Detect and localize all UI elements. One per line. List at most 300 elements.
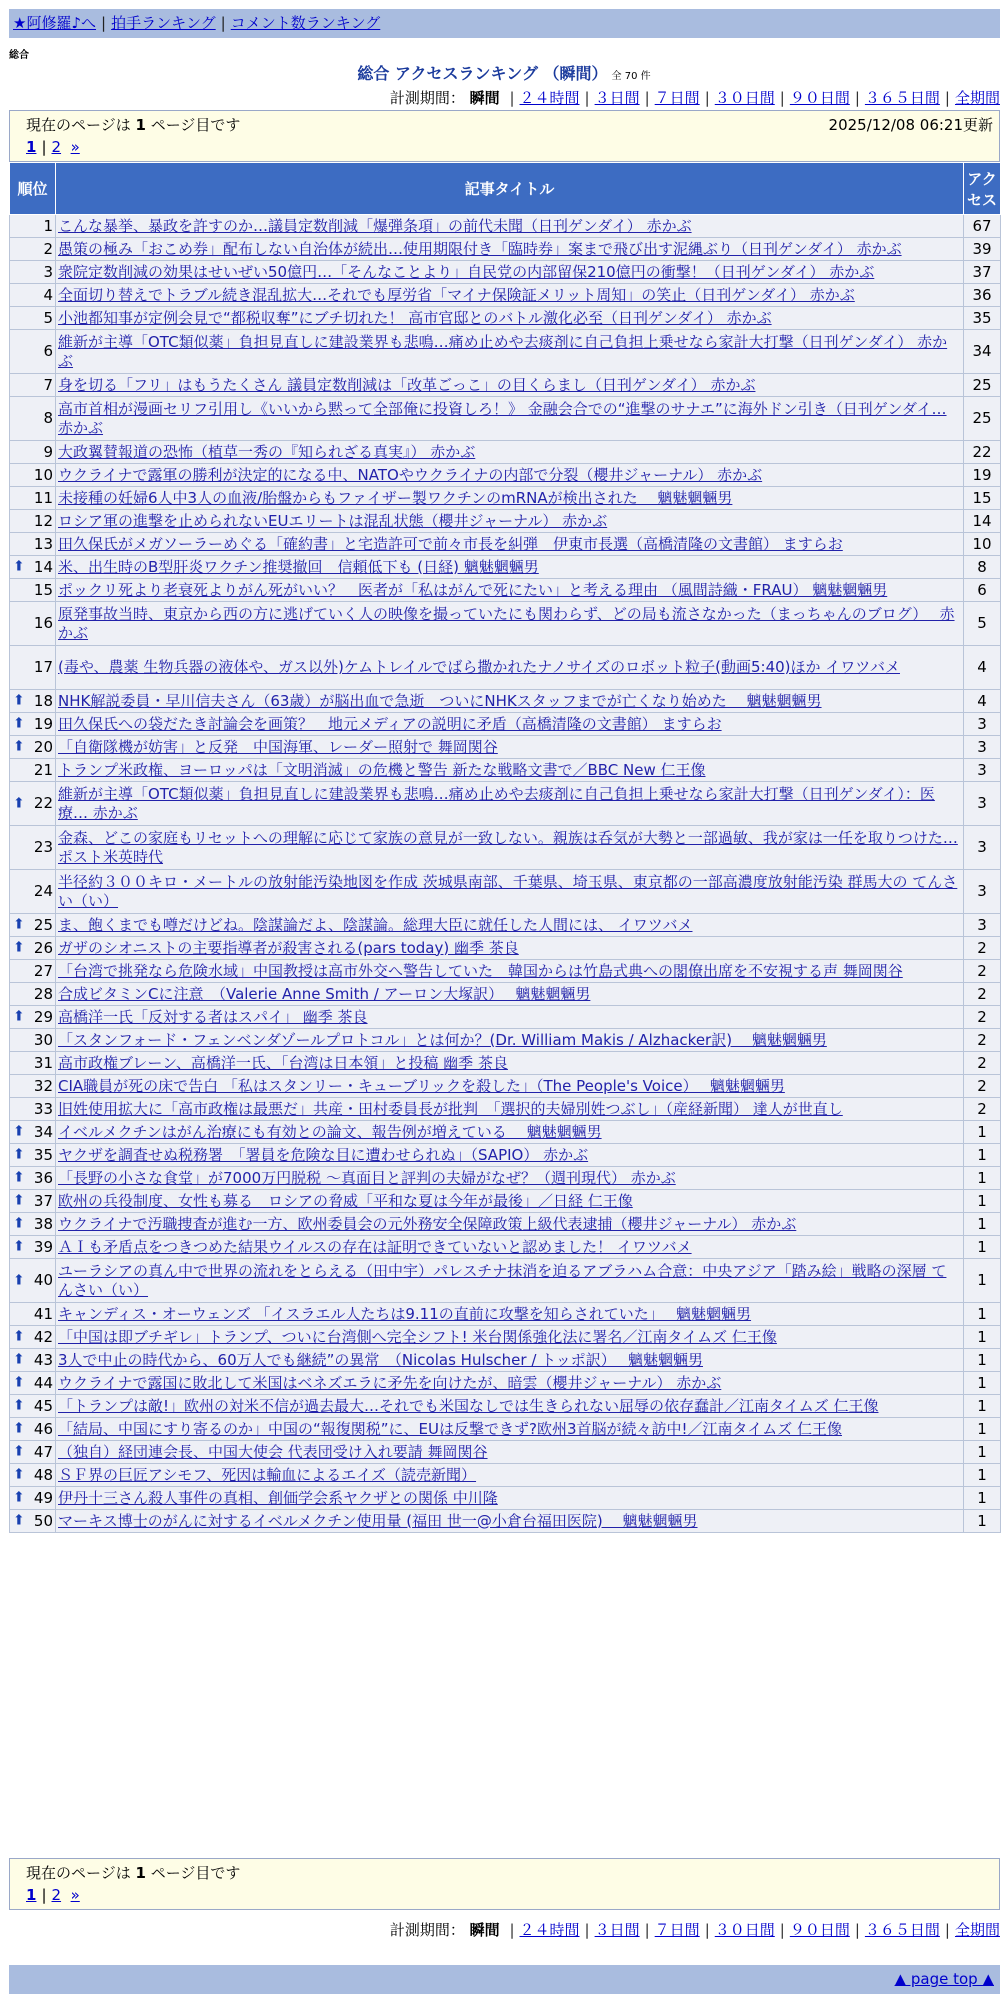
title-cell (56, 870, 964, 914)
article-link[interactable]: 小池都知事が定例会見で“都税収奪”にブチ切れた！ 高市官邸とのバトル激化必至（日刊ゲンダイ） 赤かぶ (58, 308, 772, 327)
table-row (10, 238, 1001, 261)
rank-number: 35 (33, 1145, 53, 1164)
table-row (10, 870, 1001, 914)
title-cell (56, 307, 964, 330)
rank-number: 20 (33, 737, 53, 756)
up-arrow-icon: ⬆ (13, 795, 25, 811)
pager-top (9, 110, 1000, 162)
rank-number: 34 (33, 1122, 53, 1141)
rank-number: 25 (33, 915, 53, 934)
article-link[interactable]: 衆院定数削減の効果はせいぜい50億円…「そんなことより」自民党の内部留保210億円の衝撃！（日刊ゲンダイ） 赤かぶ (58, 262, 875, 281)
up-arrow-icon: ⬆ (13, 1489, 25, 1506)
rank-number: 48 (33, 1465, 53, 1484)
period-link-6-bottom[interactable]: 全期間 (954, 1921, 1000, 1939)
rank-cell (10, 397, 56, 441)
table-row (10, 1510, 1001, 1533)
up-arrow-icon: ⬆ (13, 1443, 25, 1460)
up-arrow-icon: ⬆ (13, 916, 25, 933)
period-link-0-bottom[interactable]: ２４時間 (519, 1921, 580, 1939)
rank-number: 26 (33, 938, 53, 957)
rank-number: 7 (43, 375, 53, 394)
up-arrow-icon: ⬆ (13, 692, 25, 709)
article-link[interactable]: ＳＦ界の巨匠アシモフ、死因は輸血によるエイズ（読売新聞） (58, 1465, 477, 1484)
article-link[interactable]: ＡＩも矛盾点をつきつめた結果ウイルスの存在は証明できていないと認めました！ イワツバメ (58, 1237, 692, 1256)
header-rank: 順位 (10, 163, 56, 215)
title-cell (56, 1464, 964, 1487)
table-row (10, 1098, 1001, 1121)
table-row (10, 1006, 1001, 1029)
rank-number: 8 (43, 409, 53, 427)
rank-number: 9 (43, 442, 53, 461)
table-row (10, 1326, 1001, 1349)
period-link-1[interactable]: ３日間 (594, 89, 640, 107)
rank-cell (10, 1510, 56, 1533)
rank-number: 12 (33, 511, 53, 530)
rank-number: 10 (33, 465, 53, 484)
rank-cell (10, 1372, 56, 1395)
up-arrow-icon: ⬆ (13, 1328, 25, 1345)
title-cell (56, 937, 964, 960)
rank-number: 2 (43, 239, 53, 258)
rank-cell (10, 1303, 56, 1326)
rank-number: 13 (33, 534, 53, 553)
access-count: 4 (964, 690, 1001, 713)
access-count: 3 (964, 713, 1001, 736)
title-cell (56, 1098, 964, 1121)
title-cell (56, 1487, 964, 1510)
article-link[interactable]: （独自）経団連会長、中国大使会 代表団受け入れ要請 舞岡関谷 (58, 1442, 488, 1461)
rank-cell (10, 1121, 56, 1144)
rank-number: 45 (33, 1396, 53, 1415)
table-row (10, 261, 1001, 284)
title-cell (56, 960, 964, 983)
rank-cell (10, 983, 56, 1006)
article-link[interactable]: ロシア軍の進撃を止められないEUエリートは混乱状態（櫻井ジャーナル） 赤かぶ (58, 511, 608, 530)
rank-cell (10, 713, 56, 736)
access-count: 2 (964, 1052, 1001, 1075)
title-cell (56, 261, 964, 284)
rank-cell (10, 1259, 56, 1303)
access-count: 1 (964, 1510, 1001, 1533)
article-link[interactable]: 田久保氏への袋だたき討論会を画策？ 地元メディアの説明に矛盾（高橋清隆の文書館） ますらお (58, 714, 722, 733)
nav-link-comment-ranking[interactable]: コメント数ランキング (230, 14, 381, 32)
rank-number: 11 (33, 488, 53, 507)
article-link[interactable]: 「中国は即ブチギレ」トランプ、ついに台湾側へ完全シフト! 米台関係強化法に署名／江南タイムズ 仁王像 (58, 1327, 777, 1346)
access-count: 4 (964, 646, 1001, 690)
rank-cell (10, 1487, 56, 1510)
page-link-current-bottom[interactable]: 1 (26, 1886, 37, 1904)
up-arrow-icon: ⬆ (13, 1420, 25, 1437)
title-cell (56, 1326, 964, 1349)
access-count: 2 (964, 960, 1001, 983)
rank-number: 3 (43, 262, 53, 281)
page-links: 1 | 2 » (26, 138, 80, 156)
article-link[interactable]: 愚策の極み「おこめ券」配布しない自治体が続出…使用期限付き「臨時券」案まで飛び出す泥縄ぶり（日刊ゲンダイ） 赤かぶ (58, 239, 902, 258)
table-row (10, 914, 1001, 937)
nav-link-clap-ranking[interactable]: 拍手ランキング (111, 14, 216, 32)
article-link[interactable]: 田久保氏がメガソーラーめぐる「確約書」と宅造許可で前々市長を糾弾 伊東市長選（高橋清隆の文書館） ますらお (58, 534, 843, 553)
period-link-2[interactable]: ７日間 (654, 89, 700, 107)
rank-cell (10, 1098, 56, 1121)
title-cell (56, 1121, 964, 1144)
article-link[interactable]: CIA職員が死の床で告白 「私はスタンリー・キューブリックを殺した」（The People's Voice） 魑魅魍魎男 (58, 1076, 785, 1095)
rank-cell (10, 1236, 56, 1259)
article-link[interactable]: ヤクザを調査せぬ税務署 「署員を危険な目に遭わせられぬ」（SAPIO） 赤かぶ (58, 1145, 589, 1164)
article-link[interactable]: トランプ米政権、ヨーロッパは「文明消滅」の危機と警告 新たな戦略文書で／BBC New 仁王像 (58, 760, 706, 779)
table-row (10, 782, 1001, 826)
category-label: 総合 (9, 50, 29, 61)
title-cell (56, 1303, 964, 1326)
total-count: 全 70 件 (611, 71, 651, 82)
article-link[interactable]: 「自衛隊機が妨害」と反発 中国海軍、レーダー照射で 舞岡関谷 (58, 737, 498, 756)
table-row (10, 1487, 1001, 1510)
table-row (10, 1349, 1001, 1372)
title-cell (56, 713, 964, 736)
pager-bottom (9, 1858, 1000, 1910)
table-row (10, 556, 1001, 579)
ranking-table (9, 162, 1001, 1533)
article-link[interactable]: 全面切り替えでトラブル続き混乱拡大…それでも厚労省「マイナ保険証メリット周知」の笑止（日刊ゲンダイ） 赤かぶ (58, 285, 855, 304)
rank-cell (10, 464, 56, 487)
rank-number: 33 (33, 1099, 53, 1118)
title-cell (56, 1190, 964, 1213)
table-row (10, 397, 1001, 441)
rank-number: 41 (33, 1304, 53, 1323)
page-title (0, 61, 1008, 84)
access-count: 39 (964, 238, 1001, 261)
article-link[interactable]: ウクライナで露軍の勝利が決定的になる中、NATOやウクライナの内部で分裂（櫻井ジャーナル） 赤かぶ (58, 465, 763, 484)
access-count: 1 (964, 1395, 1001, 1418)
title-cell (56, 464, 964, 487)
access-count: 36 (964, 284, 1001, 307)
article-link[interactable]: マーキス博士のがんに対するイベルメクチン使用量 (福田 世一@小倉台福田医院) 魑魅魍魎男 (58, 1511, 698, 1530)
article-link[interactable]: 「スタンフォード・フェンベンダゾールプロトコル」とは何か？(Dr. William Makis / Alzhacker訳) 魑魅魍魎男 (58, 1030, 827, 1049)
title-cell (56, 1349, 964, 1372)
access-count: 1 (964, 1121, 1001, 1144)
article-link[interactable]: 高橋洋一氏「反対する者はスパイ」 幽季 茶良 (58, 1007, 368, 1026)
access-count: 3 (964, 914, 1001, 937)
access-count: 1 (964, 1167, 1001, 1190)
period-link-4-bottom[interactable]: ９０日間 (789, 1921, 850, 1939)
rank-cell (10, 759, 56, 782)
table-row (10, 579, 1001, 602)
current-page-text: 現在のページは 1 ページ目です (26, 116, 241, 134)
up-arrow-icon: ⬆ (13, 1374, 25, 1391)
table-row (10, 960, 1001, 983)
rank-number: 4 (43, 285, 53, 304)
access-count: 1 (964, 1349, 1001, 1372)
title-cell (56, 215, 964, 238)
rank-number: 39 (33, 1237, 53, 1256)
page-title-text: 総合 アクセスランキング （瞬間） (357, 64, 608, 83)
rank-number: 16 (33, 614, 53, 632)
article-link[interactable]: 米、出生時のB型肝炎ワクチン推奨撤回 信頼低下も (日経) 魑魅魍魎男 (58, 557, 539, 576)
table-row (10, 983, 1001, 1006)
access-count: 1 (964, 1213, 1001, 1236)
period-current-bottom: 瞬間 (469, 1921, 500, 1939)
table-row (10, 1418, 1001, 1441)
access-count: 1 (964, 1236, 1001, 1259)
period-link-2-bottom[interactable]: ７日間 (654, 1921, 700, 1939)
up-arrow-icon: ⬆ (13, 1215, 25, 1232)
title-cell (56, 238, 964, 261)
rank-cell (10, 602, 56, 646)
table-row (10, 464, 1001, 487)
table-row (10, 307, 1001, 330)
access-count: 3 (964, 870, 1001, 914)
rank-cell (10, 1167, 56, 1190)
access-count: 37 (964, 261, 1001, 284)
title-cell (56, 1372, 964, 1395)
rank-number: 31 (33, 1053, 53, 1072)
article-link[interactable]: ユーラシアの真ん中で世界の流れをとらえる（田中宇）パレスチナ抹消を迫るアブラハム合意：中央アジア「踏み絵」戦略の深層 てんさい（い） (58, 1261, 947, 1299)
article-link[interactable]: 伊丹十三さん殺人事件の真相、創価学会系ヤクザとの関係 中川隆 (58, 1488, 498, 1507)
access-count: 1 (964, 1326, 1001, 1349)
access-count: 67 (964, 215, 1001, 238)
page-link-current[interactable]: 1 (26, 138, 37, 156)
article-link[interactable]: 「台湾で挑発なら危険水域」中国教授は高市外交へ警告していた 韓国からは竹島式典への閣僚出席を不安視する声 舞岡関谷 (58, 961, 903, 980)
rank-cell (10, 870, 56, 914)
rank-cell (10, 1418, 56, 1441)
article-link[interactable]: 合成ビタミンCに注意 （Valerie Anne Smith / アーロン大塚訳） 魑魅魍魎男 (58, 984, 591, 1003)
article-link[interactable]: (毒や、農薬 生物兵器の液体や、ガス以外)ケムトレイルでばら撒かれたナノサイズのロボット粒子(動画5:40)ほか イワツバメ (58, 658, 900, 676)
access-count: 3 (964, 736, 1001, 759)
rank-cell (10, 487, 56, 510)
updated-timestamp: 2025/12/08 06:21更新 (828, 116, 993, 134)
period-label: 計測期間： (389, 89, 465, 107)
article-link[interactable]: 大政翼賛報道の恐怖（植草一秀の『知られざる真実』） 赤かぶ (58, 442, 476, 461)
title-cell (56, 1006, 964, 1029)
period-links: | ２４時間 | ３日間 | ７日間 | ３０日間 | ９０日間 | ３６５日間 | 全期間 (509, 89, 1000, 107)
table-row (10, 1029, 1001, 1052)
page-next-link[interactable]: » (70, 138, 80, 156)
table-row (10, 1464, 1001, 1487)
period-link-3[interactable]: ３０日間 (714, 89, 775, 107)
up-arrow-icon: ⬆ (13, 1466, 25, 1483)
access-count: 2 (964, 1098, 1001, 1121)
rank-number: 32 (33, 1076, 53, 1095)
up-arrow-icon: ⬆ (13, 738, 25, 755)
table-row (10, 1144, 1001, 1167)
title-cell (56, 690, 964, 713)
header-access: アクセス (964, 163, 1001, 215)
table-row (10, 1259, 1001, 1303)
rank-number: 24 (33, 882, 53, 900)
table-row (10, 646, 1001, 690)
article-link[interactable]: ウクライナで汚職捜査が進む一方、欧州委員会の元外務安全保障政策上級代表逮捕（櫻井ジャーナル） 赤かぶ (58, 1214, 797, 1233)
table-row (10, 602, 1001, 646)
up-arrow-icon: ⬆ (13, 1169, 25, 1186)
article-link[interactable]: ガザのシオニストの主要指導者が殺害される(pars today) 幽季 茶良 (58, 938, 519, 957)
article-link[interactable]: ポックリ死より老衰死よりがん死がいい？ 医者が「私はがんで死にたい」と考える理由 （風間詩織・FRAU） 魑魅魍魎男 (58, 580, 888, 599)
rank-number: 1 (43, 216, 53, 235)
table-row (10, 215, 1001, 238)
title-cell (56, 646, 964, 690)
period-link-6[interactable]: 全期間 (954, 89, 1000, 107)
article-link[interactable]: キャンディス・オーウェンズ 「イスラエル人たちは9.11の直前に攻撃を知らされていた」 魑魅魍魎男 (58, 1304, 752, 1323)
nav-link-asyura[interactable]: ★阿修羅♪へ (13, 14, 97, 32)
access-count: 2 (964, 983, 1001, 1006)
rank-number: 36 (33, 1168, 53, 1187)
rank-cell (10, 690, 56, 713)
page-link-2[interactable]: 2 (51, 138, 62, 156)
article-link[interactable]: 欧州の兵役制度、女性も募る ロシアの脅威「平和な夏は今年が最後」／日経 仁王像 (58, 1191, 633, 1210)
bottom-bar (9, 1965, 1000, 1994)
rank-number: 28 (33, 984, 53, 1003)
rank-cell (10, 1075, 56, 1098)
title-cell (56, 1510, 964, 1533)
table-row (10, 713, 1001, 736)
rank-number: 18 (33, 691, 53, 710)
article-link[interactable]: 維新が主導「OTC類似薬」負担見直しに建設業界も悲鳴…痛め止めや去痰剤に自己負担上乗せなら家計大打撃（日刊ゲンダイ） 赤かぶ (58, 332, 948, 370)
period-link-4[interactable]: ９０日間 (789, 89, 850, 107)
article-link[interactable]: 旧姓使用拡大に「高市政権は最悪だ」共産・田村委員長が批判 「選択的夫婦別姓つぶし」（産経新聞） 達人が世直し (58, 1099, 843, 1118)
table-row (10, 284, 1001, 307)
up-arrow-icon: ⬆ (13, 1272, 25, 1288)
table-row (10, 1075, 1001, 1098)
title-cell (56, 1167, 964, 1190)
access-count: 1 (964, 1259, 1001, 1303)
table-row (10, 533, 1001, 556)
title-cell (56, 914, 964, 937)
article-link[interactable]: 半径約３００キロ・メートルの放射能汚染地図を作成 茨城県南部、千葉県、埼玉県、東京都の一部高濃度放射能汚染 群馬大の てんさい（い） (58, 872, 958, 910)
up-arrow-icon: ⬆ (13, 939, 25, 956)
table-row (10, 1052, 1001, 1075)
up-arrow-icon: ⬆ (13, 1351, 25, 1368)
table-row (10, 759, 1001, 782)
article-link[interactable]: 未接種の妊婦6人中3人の血液/胎盤からもファイザー製ワクチンのmRNAが検出された 魑魅魍魎男 (58, 488, 733, 507)
article-link[interactable]: NHK解説委員・早川信夫さん（63歳）が脳出血で急逝 ついにNHKスタッフまでが亡くなり始めた 魑魅魍魎男 (58, 691, 822, 710)
period-link-1-bottom[interactable]: ３日間 (594, 1921, 640, 1939)
page-link-2-bottom[interactable]: 2 (51, 1886, 62, 1904)
period-link-0[interactable]: ２４時間 (519, 89, 580, 107)
rank-number: 42 (33, 1327, 53, 1346)
rank-number: 44 (33, 1373, 53, 1392)
rank-cell (10, 937, 56, 960)
rank-number: 22 (33, 794, 53, 812)
rank-number: 43 (33, 1350, 53, 1369)
title-cell (56, 1029, 964, 1052)
title-cell (56, 330, 964, 374)
title-cell (56, 487, 964, 510)
rank-cell (10, 1213, 56, 1236)
rank-number: 40 (33, 1271, 53, 1289)
table-row (10, 1372, 1001, 1395)
up-arrow-icon: ⬆ (13, 1123, 25, 1140)
access-count: 10 (964, 533, 1001, 556)
access-count: 1 (964, 1190, 1001, 1213)
article-link[interactable]: 高市政権ブレーン、高橋洋一氏、「台湾は日本領」と投稿 幽季 茶良 (58, 1053, 508, 1072)
article-link[interactable]: 高市首相が漫画セリフ引用し《いいから黙って全部俺に投資しろ！》 金融会合での“進撃のサナエ”に海外ドン引き（日刊ゲンダイ… 赤かぶ (58, 399, 947, 437)
table-row (10, 736, 1001, 759)
rank-cell (10, 556, 56, 579)
article-link[interactable]: 金森、どこの家庭もリセットへの理解に応じて家族の意見が一致しない。親族は呑気が大勢と一部過敏、我が家は一任を取りつけた… ポスト米英時代 (58, 828, 958, 866)
table-row (10, 1303, 1001, 1326)
period-link-3-bottom[interactable]: ３０日間 (714, 1921, 775, 1939)
article-link[interactable]: ウクライナで露国に敗北して米国はベネズエラに矛先を向けたが、暗雲（櫻井ジャーナル） 赤かぶ (58, 1373, 722, 1392)
title-cell (56, 374, 964, 397)
rank-cell (10, 1190, 56, 1213)
article-link[interactable]: イベルメクチンはがん治療にも有効との論文、報告例が増えている 魑魅魍魎男 (58, 1122, 602, 1141)
access-count: 2 (964, 937, 1001, 960)
rank-cell (10, 736, 56, 759)
title-cell (56, 1395, 964, 1418)
rank-cell (10, 579, 56, 602)
article-link[interactable]: 「結局、中国にすり寄るのか」中国の“報復関税”に、EUは反撃できず?欧州3首脳が続々訪中!／江南タイムズ 仁王像 (58, 1419, 842, 1438)
rank-number: 38 (33, 1214, 53, 1233)
up-arrow-icon: ⬆ (13, 1192, 25, 1209)
rank-cell (10, 533, 56, 556)
article-link[interactable]: 身を切る「フリ」はもうたくさん 議員定数削減は「改革ごっこ」の目くらまし（日刊ゲンダイ） 赤かぶ (58, 375, 756, 394)
rank-cell (10, 1006, 56, 1029)
table-row (10, 330, 1001, 374)
article-link[interactable]: 「トランプは敵!」欧州の対米不信が過去最大…それでも米国なしでは生きられない屈辱の依存蠢計／江南タイムズ 仁王像 (58, 1396, 879, 1415)
access-count: 2 (964, 1029, 1001, 1052)
access-count: 3 (964, 759, 1001, 782)
period-selector-bottom (390, 1919, 1000, 1940)
access-count: 1 (964, 1487, 1001, 1510)
period-links-bottom: | ２４時間 | ３日間 | ７日間 | ３０日間 | ９０日間 | ３６５日間 | 全期間 (509, 1921, 1000, 1939)
article-link[interactable]: 原発事故当時、東京から西の方に逃げていく人の映像を撮っていたにも関わらず、どの局も流さなかった（まっちゃんのブログ） 赤かぶ (58, 604, 955, 642)
period-selector-top (390, 87, 1000, 108)
access-count: 1 (964, 1464, 1001, 1487)
title-cell (56, 284, 964, 307)
rank-cell (10, 1395, 56, 1418)
article-link[interactable]: ま、飽くまでも噂だけどね。陰謀論だよ、陰謀論。総理大臣に就任した人間には、 イワツバメ (58, 915, 693, 934)
table-row (10, 1395, 1001, 1418)
up-arrow-icon: ⬆ (13, 1146, 25, 1163)
article-link[interactable]: 「長野の小さな食堂」が7000万円脱税 ～真面目と評判の夫婦がなぜ？（週刊現代） 赤かぶ (58, 1168, 676, 1187)
rank-cell (10, 1052, 56, 1075)
page-next-link-bottom[interactable]: » (70, 1886, 80, 1904)
access-count: 1 (964, 1441, 1001, 1464)
table-row (10, 1441, 1001, 1464)
rank-cell (10, 284, 56, 307)
rank-number: 23 (33, 838, 53, 856)
rank-number: 30 (33, 1030, 53, 1049)
access-count: 25 (964, 374, 1001, 397)
period-link-5[interactable]: ３６５日間 (864, 89, 940, 107)
title-cell (56, 441, 964, 464)
up-arrow-icon: ⬆ (13, 1512, 25, 1529)
title-cell (56, 1441, 964, 1464)
article-link[interactable]: 3人で中止の時代から、60万人でも継続”の異常 （Nicolas Hulscher / トッポ訳） 魑魅魍魎男 (58, 1350, 703, 1369)
title-cell (56, 533, 964, 556)
rank-cell (10, 374, 56, 397)
rank-cell (10, 826, 56, 870)
title-cell (56, 556, 964, 579)
rank-number: 5 (43, 308, 53, 327)
period-link-5-bottom[interactable]: ３６５日間 (864, 1921, 940, 1939)
access-count: 6 (964, 579, 1001, 602)
page-links-bottom: 1 | 2 » (26, 1886, 80, 1904)
access-count: 2 (964, 1006, 1001, 1029)
period-current: 瞬間 (469, 89, 500, 107)
access-count: 1 (964, 1418, 1001, 1441)
article-link[interactable]: 維新が主導「OTC類似薬」負担見直しに建設業界も悲鳴…痛め止めや去痰剤に自己負担上乗せなら家計大打撃（日刊ゲンダイ）：医療… 赤かぶ (58, 784, 935, 822)
table-row (10, 690, 1001, 713)
rank-cell (10, 215, 56, 238)
access-count: 19 (964, 464, 1001, 487)
title-cell (56, 1052, 964, 1075)
article-link[interactable]: こんな暴挙、暴政を許すのか…議員定数削減「爆弾条項」の前代未聞（日刊ゲンダイ） 赤かぶ (58, 216, 692, 235)
title-cell (56, 510, 964, 533)
page-top-link[interactable]: ▲ page top ▲ (894, 1970, 994, 1988)
table-row (10, 441, 1001, 464)
rank-number: 19 (33, 714, 53, 733)
rank-number: 46 (33, 1419, 53, 1438)
table-row (10, 487, 1001, 510)
